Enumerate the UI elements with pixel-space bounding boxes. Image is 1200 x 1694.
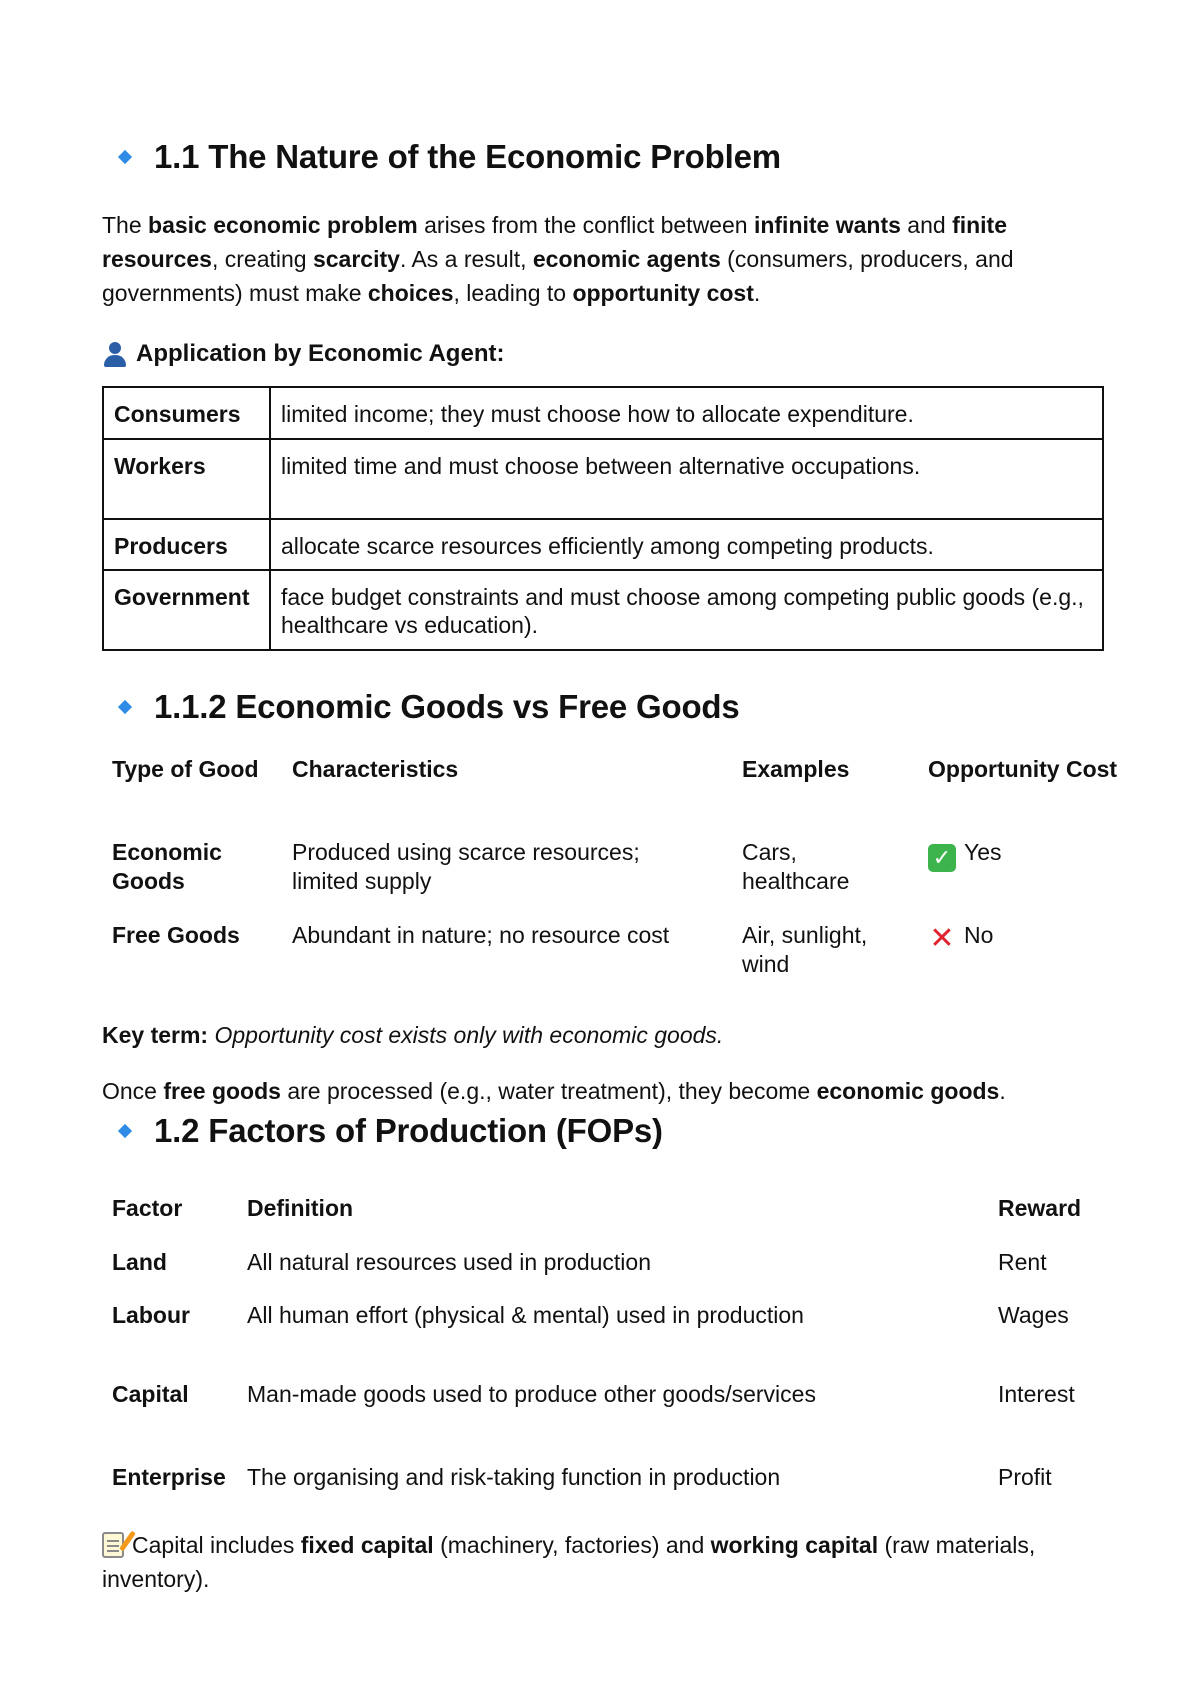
- agent-desc-cell: limited income; they must choose how to allocate expenditure.: [270, 387, 1103, 439]
- heading-text: 1.1 The Nature of the Economic Problem: [154, 138, 781, 175]
- text-run: The: [102, 212, 149, 238]
- agent-cell: Workers: [103, 439, 270, 519]
- column-header: Definition: [247, 1195, 354, 1221]
- blue-diamond-icon: [118, 1124, 132, 1138]
- reward-cell: Interest: [998, 1381, 1075, 1407]
- opportunity-cost-cell: [928, 838, 1128, 872]
- factor-cell: Capital: [112, 1381, 189, 1407]
- examples-cell: Air, sunlight, wind: [742, 922, 868, 977]
- text-run: arises from the conflict between: [417, 212, 754, 238]
- heading-text: 1.2 Factors of Production (FOPs): [154, 1112, 663, 1149]
- intro-paragraph: [102, 208, 1112, 310]
- bold-term: working capital: [710, 1532, 879, 1558]
- bold-term: basic economic problem: [148, 212, 418, 238]
- section-heading-factors: [112, 1112, 663, 1150]
- bold-term: economic goods: [816, 1078, 1000, 1104]
- bold-term: scarcity: [312, 246, 400, 272]
- agent-cell: Government: [103, 570, 270, 650]
- factor-cell: Land: [112, 1249, 167, 1275]
- table-row: [103, 439, 1103, 519]
- agent-cell: Consumers: [103, 387, 270, 439]
- factor-cell: Labour: [112, 1302, 190, 1328]
- text-run: (machinery, factories) and: [433, 1532, 711, 1558]
- column-header: Examples: [742, 756, 850, 782]
- text-run: (raw materials, inventory).: [102, 1532, 1036, 1592]
- good-type-cell: Economic Goods: [112, 839, 222, 894]
- bold-term: choices: [367, 280, 454, 306]
- key-term-label: Key term:: [102, 1022, 209, 1048]
- check-mark-icon: ✓: [928, 844, 956, 872]
- definition-cell: All natural resources used in production: [247, 1249, 652, 1275]
- opportunity-cost-value: Yes: [964, 839, 1002, 865]
- factor-cell: Enterprise: [112, 1464, 226, 1490]
- text-run: and: [900, 212, 953, 238]
- section-heading-economic-problem: [112, 138, 781, 176]
- application-heading-text: Application by Economic Agent:: [136, 340, 505, 367]
- reward-cell: Profit: [998, 1464, 1052, 1490]
- agent-desc-cell: face budget constraints and must choose among competing public goods (e.g., healthcare vs education).: [270, 570, 1103, 650]
- text-run: Capital includes: [132, 1532, 301, 1558]
- bold-term: fixed capital: [300, 1532, 434, 1558]
- characteristics-cell: Produced using scarce resources; limited supply: [292, 839, 640, 894]
- bold-term: free goods: [163, 1078, 281, 1104]
- definition-cell: The organising and risk-taking function in production: [247, 1464, 781, 1490]
- person-icon: [102, 341, 128, 367]
- opportunity-cost-cell: [928, 921, 1128, 953]
- application-heading: [102, 340, 504, 368]
- column-header: Characteristics: [292, 756, 459, 782]
- good-type-cell: Free Goods: [112, 922, 240, 948]
- table-row: [103, 519, 1103, 570]
- section-heading-goods: [112, 688, 740, 726]
- agent-desc-cell: limited time and must choose between alternative occupations.: [270, 439, 1103, 519]
- agent-table: [102, 386, 1104, 651]
- definition-cell: Man-made goods used to produce other goods/services: [247, 1381, 816, 1407]
- characteristics-cell: Abundant in nature; no resource cost: [292, 922, 670, 948]
- column-header: Opportunity Cost: [928, 756, 1118, 782]
- column-header: Reward: [998, 1195, 1082, 1221]
- reward-cell: Rent: [998, 1249, 1047, 1275]
- agent-cell: Producers: [103, 519, 270, 570]
- goods-note: [102, 1074, 1112, 1108]
- definition-cell: All human effort (physical & mental) used in production: [247, 1302, 804, 1328]
- text-run: .: [753, 280, 761, 306]
- bold-term: economic agents: [532, 246, 721, 272]
- table-row: [103, 387, 1103, 439]
- text-run: .: [999, 1078, 1006, 1104]
- examples-cell: Cars, healthcare: [742, 839, 850, 894]
- text-run: , leading to: [453, 280, 573, 306]
- text-run: , creating: [211, 246, 313, 272]
- blue-diamond-icon: [118, 700, 132, 714]
- text-run: (consumers, producers, and governments) must make: [102, 246, 1014, 306]
- bold-term: finite resources: [102, 212, 1008, 272]
- blue-diamond-icon: [118, 150, 132, 164]
- memo-icon: [102, 1532, 124, 1558]
- key-term: [102, 1018, 1112, 1052]
- text-run: Once: [102, 1078, 164, 1104]
- column-header: Factor: [112, 1195, 183, 1221]
- opportunity-cost-value: No: [964, 922, 994, 948]
- table-row: [103, 570, 1103, 650]
- bold-term: infinite wants: [753, 212, 901, 238]
- key-term-text: Opportunity cost exists only with economic goods.: [214, 1022, 724, 1048]
- capital-note-text: [102, 1532, 1035, 1592]
- column-header: Type of Good: [112, 756, 259, 782]
- agent-desc-cell: allocate scarce resources efficiently among competing products.: [270, 519, 1103, 570]
- reward-cell: Wages: [998, 1302, 1069, 1328]
- heading-text: 1.1.2 Economic Goods vs Free Goods: [154, 688, 740, 725]
- text-run: . As a result,: [399, 246, 533, 272]
- text-run: are processed (e.g., water treatment), they become: [280, 1078, 817, 1104]
- cross-mark-icon: ✕: [929, 922, 955, 955]
- capital-note: [102, 1528, 1112, 1596]
- bold-term: opportunity cost: [572, 280, 754, 306]
